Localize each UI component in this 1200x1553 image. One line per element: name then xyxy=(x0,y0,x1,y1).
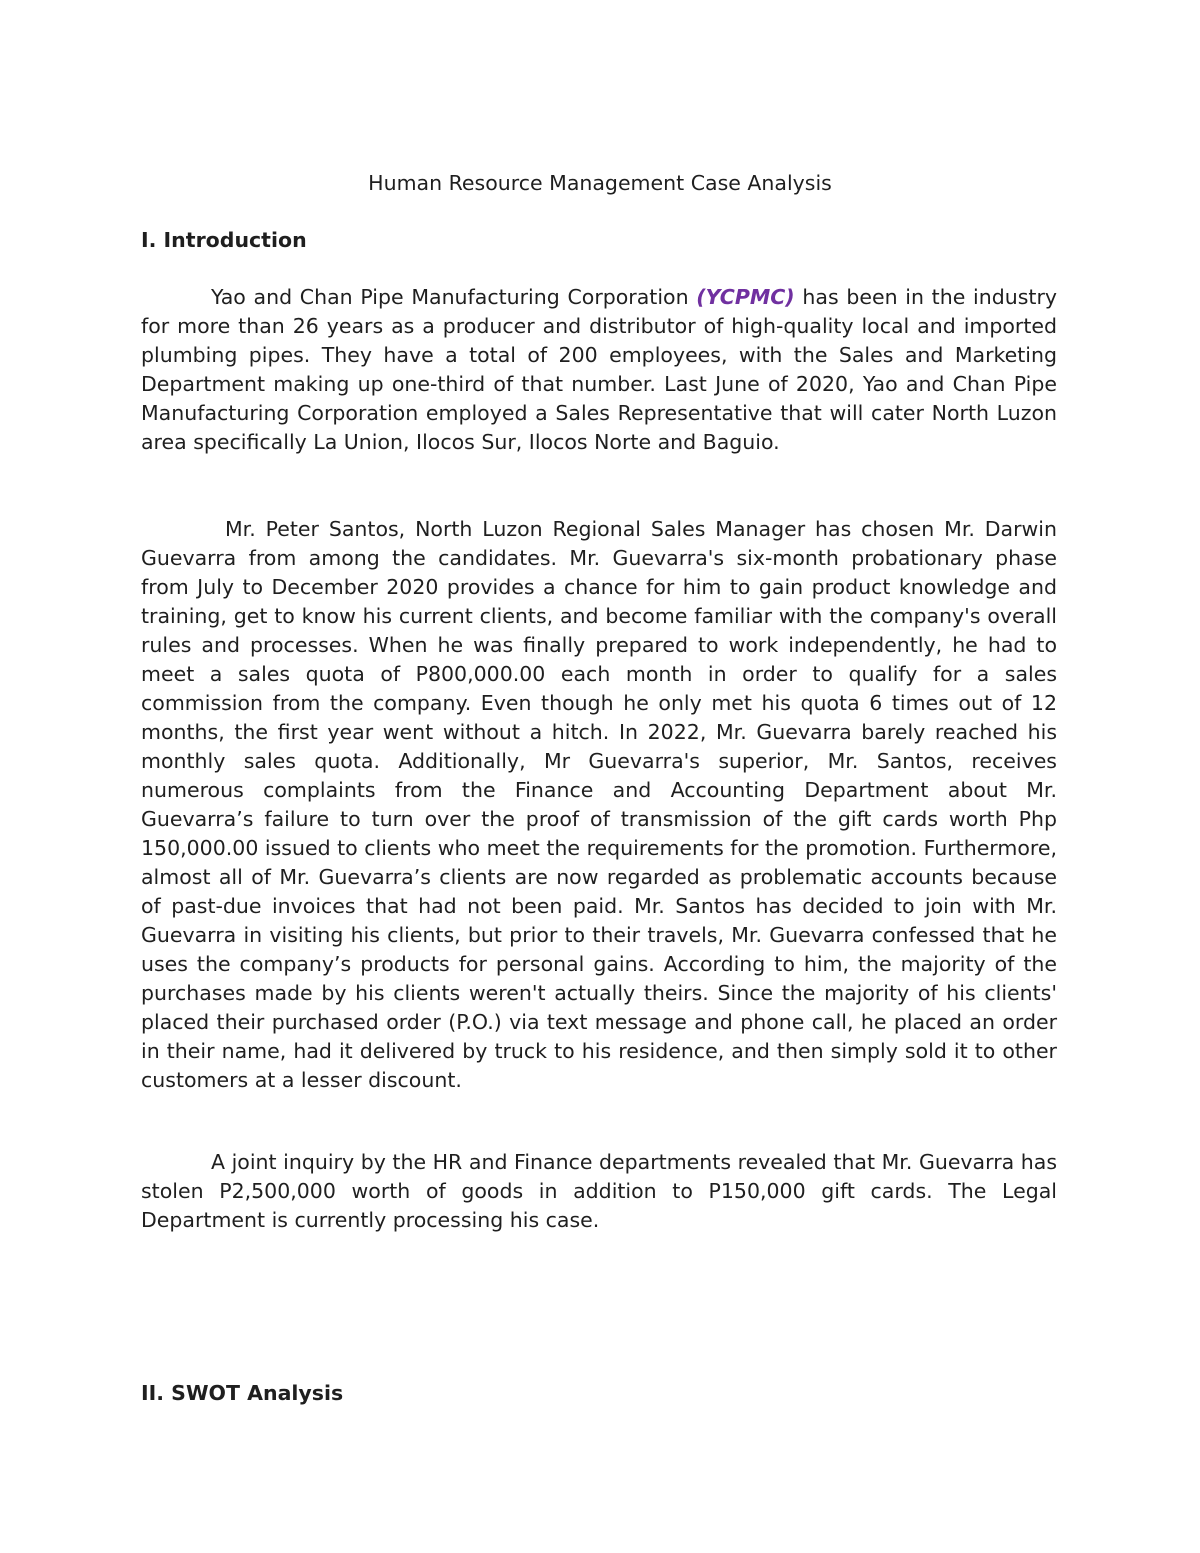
section-heading-introduction: I. Introduction xyxy=(141,228,307,252)
intro-paragraph-3: A joint inquiry by the HR and Finance departments revealed that Mr. Guevarra has stolen P2,500,000 worth of goods in addition to P150,000 gift cards. The Legal Department is currently processing his case. xyxy=(141,1150,1057,1232)
intro-paragraph-1 xyxy=(141,283,1057,457)
intro-paragraph-1-text-end: has been in the industry for more than 26 years as a producer and distributor of high-quality local and imported plumbing pipes. They have a total of 200 employees, with the Sales and Marketing Department making up one-third of that number. Last June of 2020, Yao and Chan Pipe Manufacturing Corporation employed a Sales Representative that will cater North Luzon area specifically La Union, Ilocos Sur, Ilocos Norte and Baguio. xyxy=(141,285,1058,454)
section-heading-swot-analysis: II. SWOT Analysis xyxy=(141,1381,344,1405)
document-title: Human Resource Management Case Analysis xyxy=(368,171,832,195)
intro-paragraph-2: Mr. Peter Santos, North Luzon Regional Sales Manager has chosen Mr. Darwin Guevarra from among the candidates. Mr. Guevarra's six-month probationary phase from July to December 2020 provides a chance for him to gain product knowledge and training, get to know his current clients, and become familiar with the company's overall rules and processes. When he was finally prepared to work independently, he had to meet a sales quota of P800,000.00 each month in order to qualify for a sales commission from the company. Even though he only met his quota 6 times out of 12 months, the first year went without a hitch. In 2022, Mr. Guevarra barely reached his monthly sales quota. Additionally, Mr Guevarra's superior, Mr. Santos, receives numerous complaints from the Finance and Accounting Department about Mr. Guevarra’s failure to turn over the proof of transmission of the gift cards worth Php 150,000.00 issued to clients who meet the requirements for the promotion. Furthermore, almost all of Mr. Guevarra’s clients are now regarded as problematic accounts because of past-due invoices that had not been paid. Mr. Santos has decided to join with Mr. Guevarra in visiting his clients, but prior to their travels, Mr. Guevarra confessed that he uses the company’s products for personal gains. According to him, the majority of the purchases made by his clients weren't actually theirs. Since the majority of his clients' placed their purchased order (P.O.) via text message and phone call, he placed an order in their name, had it delivered by truck to his residence, and then simply sold it to other customers at a lesser discount. xyxy=(141,517,1057,1092)
company-abbreviation: (YCPMC) xyxy=(696,285,795,309)
intro-paragraph-1-text-start: Yao and Chan Pipe Manufacturing Corporation xyxy=(211,285,697,309)
